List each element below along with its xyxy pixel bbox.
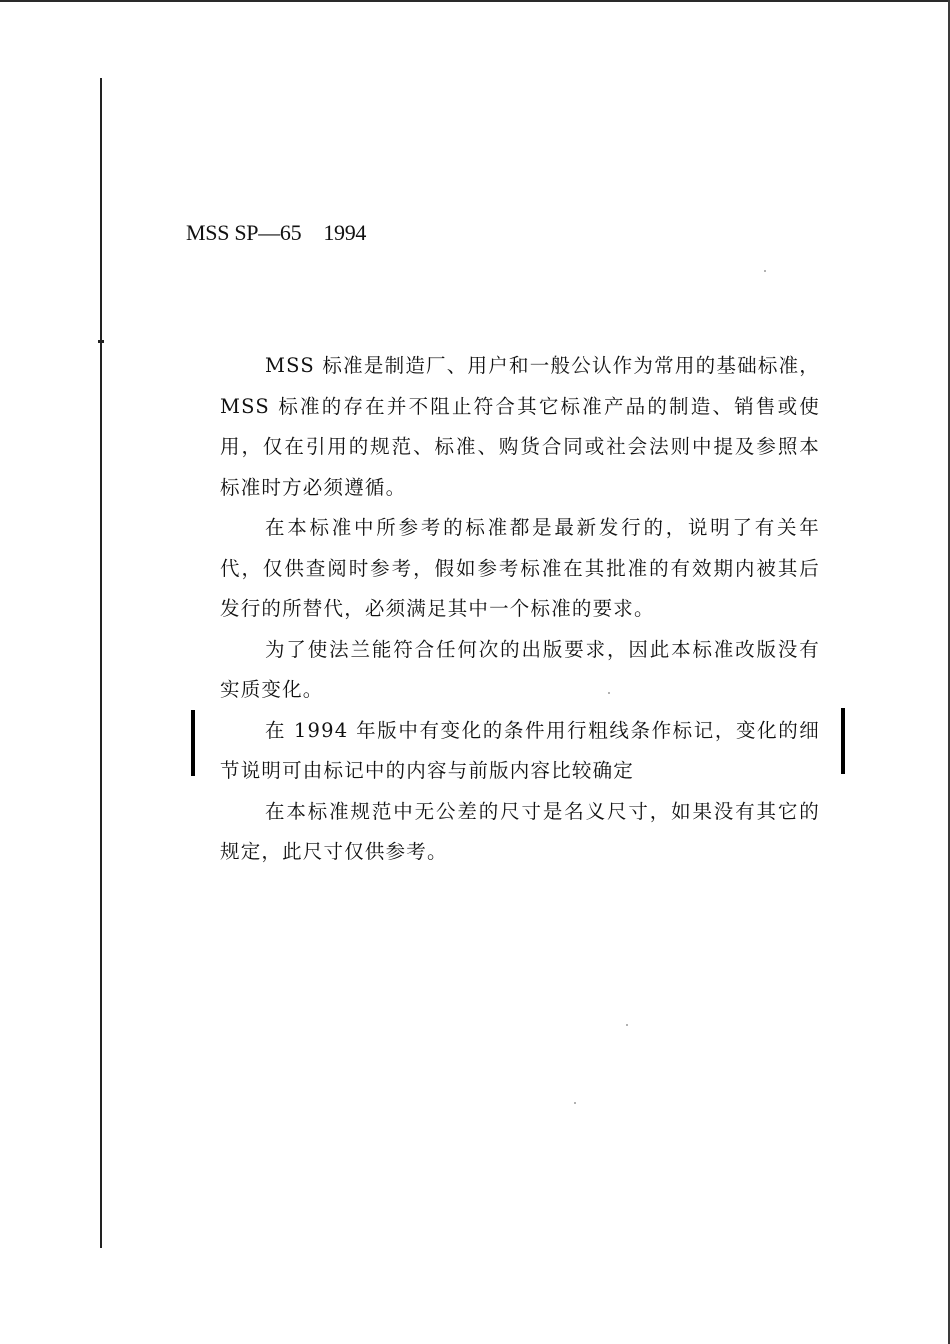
scan-speck bbox=[608, 692, 610, 694]
binding-margin-line bbox=[100, 78, 102, 1248]
scan-top-border bbox=[0, 0, 950, 2]
scan-speck bbox=[574, 1102, 576, 1104]
paragraph-change-marking: 在 1994 年版中有变化的条件用行粗线条作标记，变化的细节说明可由标记中的内容与前版内容比较确定 bbox=[220, 718, 820, 782]
scan-speck bbox=[764, 270, 766, 272]
paragraph-referenced-standards: 在本标准中所参考的标准都是最新发行的，说明了有关年代，仅供查阅时参考，假如参考标准在其批准的有效期内被其后发行的所替代，必须满足其中一个标准的要求。 bbox=[220, 516, 820, 620]
document-year: 1994 bbox=[323, 220, 367, 245]
paragraph-revision-note: 为了使法兰能符合任何次的出版要求，因此本标准改版没有实质变化。 bbox=[220, 637, 820, 701]
paragraph-nominal-dimensions: 在本标准规范中无公差的尺寸是名义尺寸，如果没有其它的规定，此尺寸仅供参考。 bbox=[220, 799, 820, 863]
change-bar-left bbox=[191, 710, 195, 776]
document-header bbox=[186, 220, 366, 246]
foreword-body bbox=[220, 346, 820, 873]
binding-margin-tick bbox=[98, 340, 104, 343]
change-bar-right bbox=[841, 708, 845, 774]
scan-speck bbox=[626, 1024, 628, 1026]
document-id: MSS SP—65 bbox=[186, 220, 302, 245]
paragraph-mss-standard: MSS 标准是制造厂、用户和一般公认作为常用的基础标准，MSS 标准的存在并不阻止符合其它标准产品的制造、销售或使用，仅在引用的规范、标准、购货合同或社会法则中提及参照本标准时方必须遵循。 bbox=[220, 354, 820, 499]
